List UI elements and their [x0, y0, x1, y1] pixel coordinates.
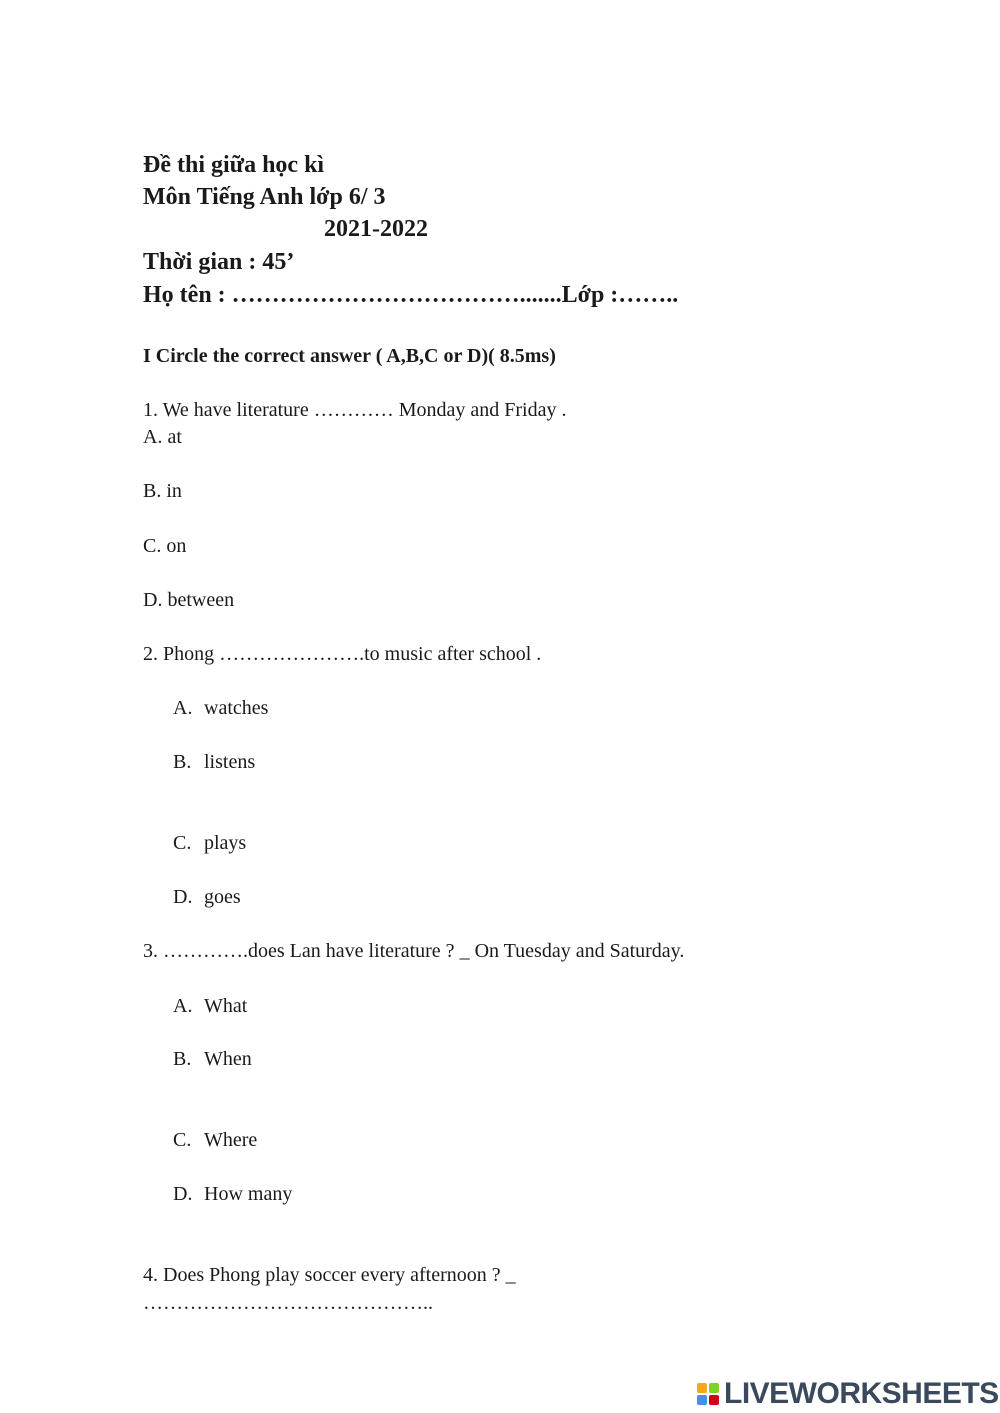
- logo-text: LIVEWORKSHEETS: [724, 1377, 999, 1410]
- q1-option-b[interactable]: B. in: [143, 480, 182, 502]
- option-letter: D.: [173, 1183, 193, 1205]
- q4-answer-blank[interactable]: ……………………………………..: [143, 1292, 433, 1314]
- option-letter: A.: [173, 697, 193, 719]
- option-letter: B.: [173, 1048, 192, 1070]
- option-text: watches: [204, 697, 269, 719]
- question-3: 3. ………….does Lan have literature ? _ On Tuesday and Saturday.: [143, 940, 685, 962]
- liveworksheets-logo: [697, 1378, 999, 1410]
- name-class-line: Họ tên : ……………………………….......Lớp :……..: [143, 282, 679, 308]
- question-4: 4. Does Phong play soccer every afternoon ? _: [143, 1264, 516, 1286]
- logo-square-2: [709, 1383, 719, 1393]
- logo-mark-icon: [697, 1383, 719, 1405]
- option-text: goes: [204, 886, 241, 908]
- option-letter: D.: [173, 886, 193, 908]
- logo-square-4: [709, 1395, 719, 1405]
- option-letter: C.: [173, 832, 192, 854]
- q2-option-d[interactable]: [173, 886, 241, 909]
- q1-option-a[interactable]: A. at: [143, 426, 182, 448]
- time-limit: Thời gian : 45’: [143, 249, 295, 275]
- section-title: I Circle the correct answer ( A,B,C or D)( 8.5ms): [143, 345, 556, 367]
- question-1: 1. We have literature ………… Monday and Friday .: [143, 399, 567, 421]
- q3-option-b[interactable]: [173, 1048, 252, 1071]
- option-letter: A.: [173, 995, 193, 1017]
- option-text: What: [204, 995, 248, 1017]
- option-letter: B.: [173, 751, 192, 773]
- option-text: listens: [204, 751, 256, 773]
- q1-option-d[interactable]: D. between: [143, 589, 235, 611]
- school-year: 2021-2022: [324, 216, 428, 242]
- option-text: plays: [204, 832, 247, 854]
- logo-square-1: [697, 1383, 707, 1393]
- question-2: 2. Phong ………………….to music after school .: [143, 643, 542, 665]
- logo-square-3: [697, 1395, 707, 1405]
- q2-option-a[interactable]: [173, 697, 268, 720]
- q1-option-c[interactable]: C. on: [143, 535, 187, 557]
- subject-line: Môn Tiếng Anh lớp 6/ 3: [143, 184, 386, 210]
- option-text: When: [204, 1048, 252, 1070]
- exam-title: Đề thi giữa học kì: [143, 152, 325, 178]
- q3-option-d[interactable]: [173, 1183, 292, 1206]
- option-text: Where: [204, 1129, 258, 1151]
- q3-option-c[interactable]: [173, 1129, 257, 1152]
- option-letter: C.: [173, 1129, 192, 1151]
- q3-option-a[interactable]: [173, 995, 247, 1018]
- q2-option-b[interactable]: [173, 751, 255, 774]
- option-text: How many: [204, 1183, 293, 1205]
- q2-option-c[interactable]: [173, 832, 246, 855]
